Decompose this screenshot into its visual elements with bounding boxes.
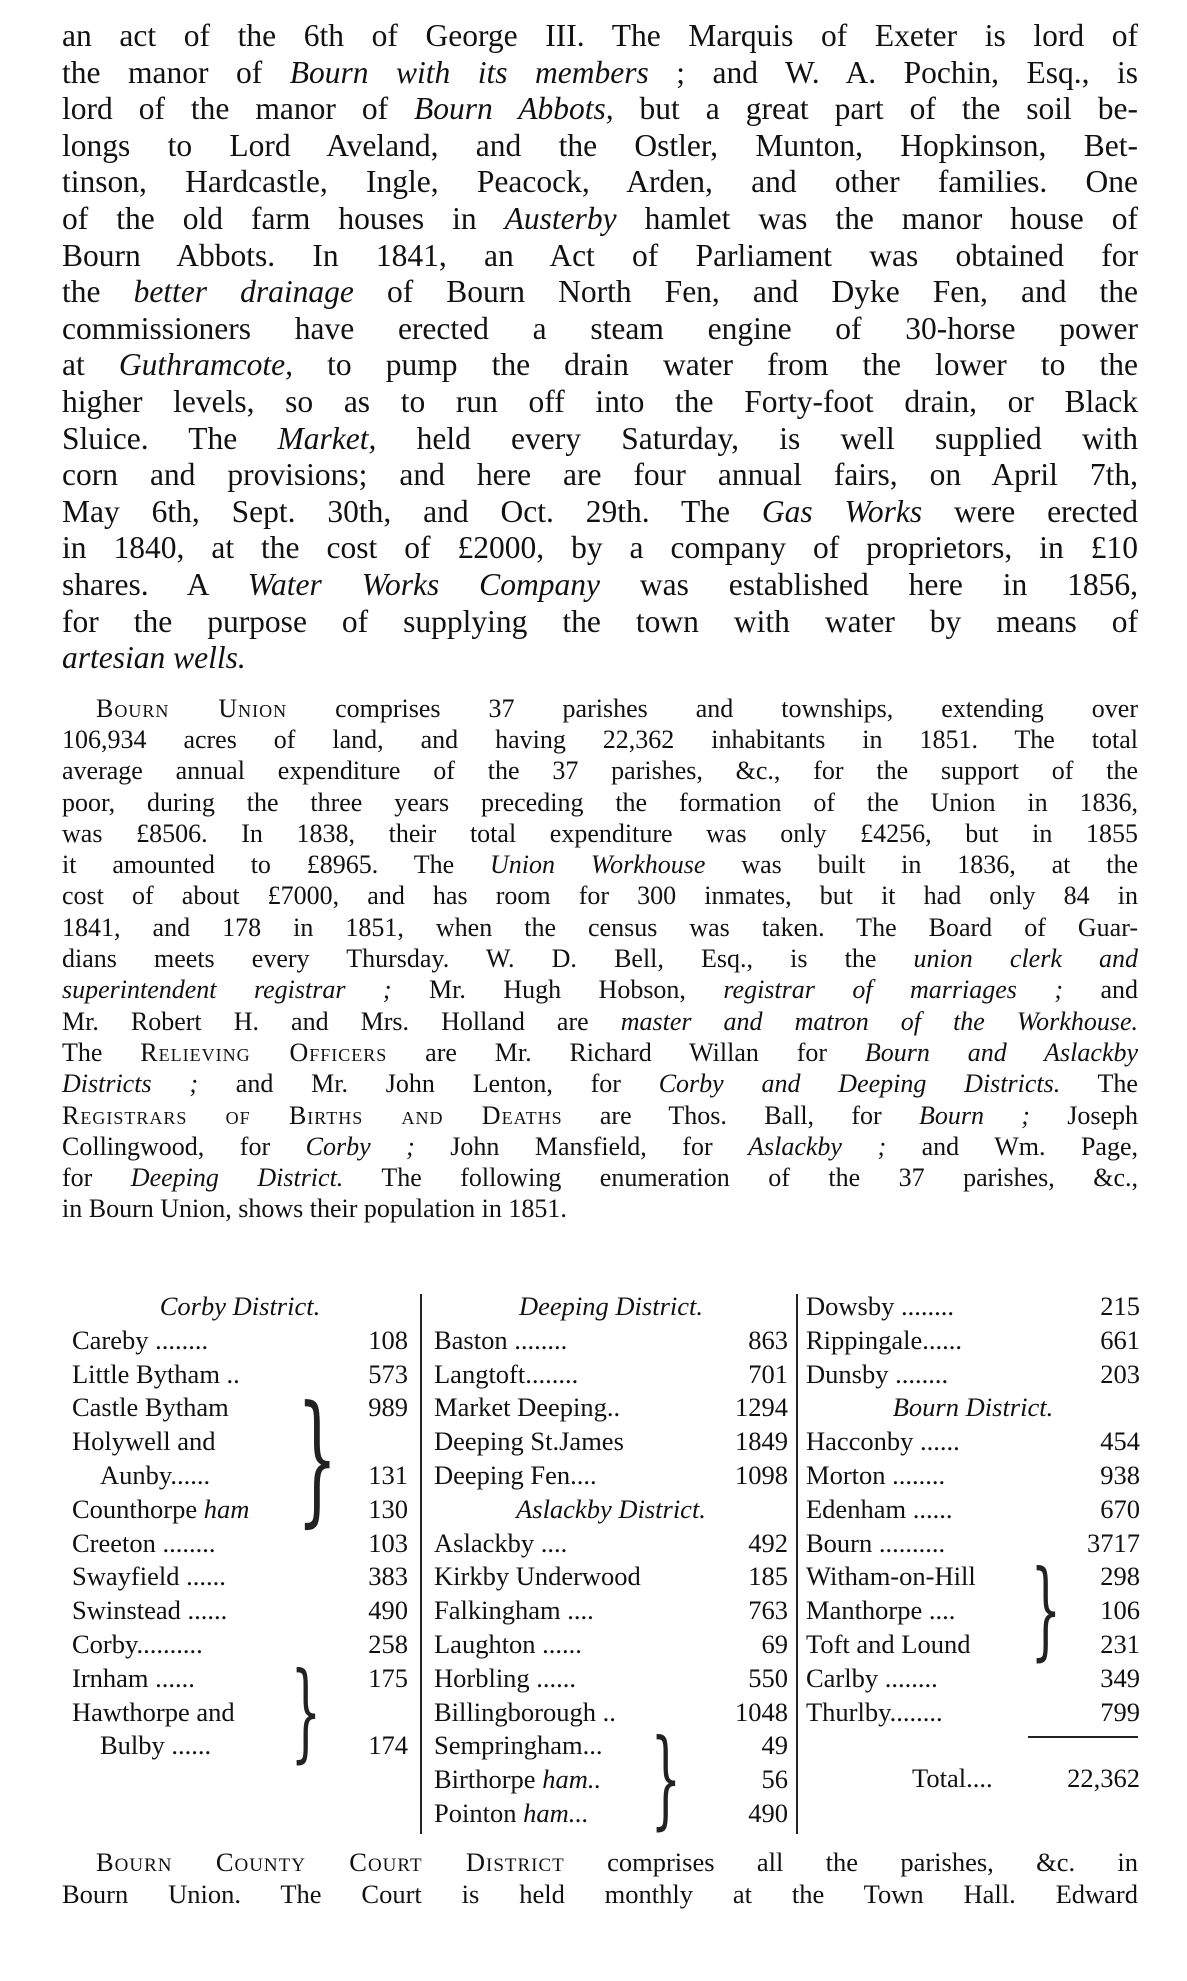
table-row [434,1763,788,1797]
text-run: comprises all the parishes, &c. in [564,1847,1138,1877]
table-row [806,1628,1140,1662]
text-run: and [1063,975,1139,1005]
district-heading: Deeping District. [519,1291,703,1321]
total-row [862,1762,1140,1796]
parish-name: Creeton ........ [72,1527,216,1558]
italic-run: Aslackby ; [748,1131,887,1161]
text-run: poor, during the three years preceding the formation of the Union in 1836, [62,787,1138,817]
small-caps-run: Bourn County Court District [96,1847,565,1877]
parish-name: Swayfield ...... [72,1561,226,1592]
parish-name: Careby ........ [72,1324,209,1355]
parish-name: Falkingham .... [434,1595,594,1626]
italic-run: master and matron of the Workhouse. [620,1006,1138,1036]
text-line [62,912,1138,943]
parish-name: Toft and Lound [806,1628,971,1659]
parish-name: Manthorpe .... [806,1595,956,1626]
population-value: 763 [748,1595,788,1626]
parish-name: Corby.......... [72,1628,203,1659]
italic-run: Gas Works [761,493,923,529]
table-row [434,1527,788,1561]
population-value: 1294 [735,1392,788,1423]
italic-run: Market, [277,420,377,456]
table-row [806,1324,1140,1358]
small-caps-run: Registrars of Births and Deaths [62,1100,563,1130]
text-run: The [62,1037,141,1067]
text-run: for the purpose of supplying the town with water by means of [62,603,1138,639]
text-run: were erected [922,493,1138,529]
table-column-deeping-aslackby [434,1290,788,1842]
population-value: 185 [748,1561,788,1592]
text-run: to pump the drain water from the lower to the [292,347,1138,383]
table-row [72,1696,408,1730]
text-run: May 6th, Sept. 30th, and Oct. 29th. The [62,493,762,529]
table-row [806,1459,1140,1493]
table-row [806,1560,1140,1594]
text-line [62,1037,1138,1068]
grouping-brace: } [650,1717,682,1842]
table-row [72,1493,408,1527]
parish-name: Counthorpe ham [72,1493,250,1524]
parish-name: Morton ........ [806,1459,946,1490]
text-line [62,128,1138,165]
text-line [62,1006,1138,1037]
text-run: Bourn Union. The Court is held monthly at the Town Hall. Edward [62,1879,1138,1909]
text-run: shares. A [62,566,248,602]
parish-name: Hawthorpe and [72,1696,235,1727]
italic-run: registrar of marriages ; [723,975,1064,1005]
table-row [72,1527,408,1561]
district-heading: Corby District. [159,1291,321,1321]
population-value: 799 [1100,1696,1140,1727]
text-line [62,1162,1138,1193]
population-value: 69 [761,1628,788,1659]
table-row [806,1662,1140,1696]
population-value: 258 [368,1628,408,1659]
parish-name: Laughton ...... [434,1628,582,1659]
grouping-brace: } [296,1376,338,1542]
table-row [72,1628,408,1662]
text-run: comprises 37 parishes and townships, extending over [287,693,1138,723]
population-value: 1849 [735,1426,788,1457]
table-row [72,1594,408,1628]
text-run: longs to Lord Aveland, and the Ostler, Munton, Hopkinson, Bet- [62,127,1138,163]
table-row [72,1425,408,1459]
population-value: 383 [368,1561,408,1592]
parish-name: Aslackby .... [434,1527,568,1558]
population-value: 454 [1100,1426,1140,1457]
text-run: Collingwood, for [62,1131,306,1161]
text-run: hamlet was the manor house of [616,200,1139,236]
parish-name: Deeping St.James [434,1426,624,1457]
total-value: 22,362 [1067,1763,1140,1793]
text-line [62,55,1138,92]
population-value: 490 [748,1797,788,1828]
table-row [434,1696,788,1730]
population-value: 349 [1100,1662,1140,1693]
italic-run: Bourn ; [918,1100,1030,1130]
text-run: the [62,274,134,310]
population-value: 863 [748,1324,788,1355]
text-run: at [62,347,119,383]
population-value: 215 [1100,1291,1140,1321]
population-value: 701 [748,1358,788,1389]
text-line [62,974,1138,1005]
text-run: dians meets every Thursday. W. D. Bell, Esq., is the [62,944,914,974]
population-value: 175 [368,1662,408,1693]
italic-run: Water Works Company [247,566,600,602]
table-column-bourn [806,1290,1140,1729]
table-row [72,1358,408,1392]
table-row [72,1729,408,1763]
text-line [62,755,1138,786]
table-row [434,1358,788,1392]
table-row [434,1628,788,1662]
text-run: it amounted to £8965. The [62,850,490,880]
text-run: cost of about £7000, and has room for 300 inmates, but it had only 84 in [62,881,1138,911]
text-line [62,943,1138,974]
table-row [806,1493,1140,1527]
population-value: 490 [368,1595,408,1626]
table-row [72,1560,408,1594]
text-line [62,421,1138,458]
text-line [62,787,1138,818]
population-value: 103 [368,1527,408,1558]
italic-run: Bourn with its members [289,54,649,90]
text-line [62,311,1138,348]
parish-name: Horbling ...... [434,1662,577,1693]
text-line [62,640,1138,677]
parish-name: Little Bytham .. [72,1358,240,1389]
text-run: in Bourn Union, shows their population in 1851. [62,1194,567,1224]
population-table [62,1290,1140,1842]
parish-name: Irnham ...... [72,1662,195,1693]
text-run: are Mr. Richard Willan for [387,1037,865,1067]
table-row [806,1290,1140,1324]
italic-run: Bourn and Aslackby [864,1037,1139,1067]
table-row [72,1391,408,1425]
text-line [62,91,1138,128]
text-run: and Wm. Page, [886,1131,1138,1161]
population-value: 492 [748,1527,788,1558]
text-line [62,567,1138,604]
column-divider [796,1294,798,1834]
italic-run: Districts ; [62,1069,199,1099]
district-heading: Aslackby District. [516,1493,706,1524]
table-row [806,1594,1140,1628]
text-run: corn and provisions; and here are four annual fairs, on April 7th, [62,457,1138,493]
parish-name: Carlby ........ [806,1662,938,1693]
italic-run: superintendent registrar ; [62,975,392,1005]
table-row [434,1662,788,1696]
population-value: 49 [761,1730,788,1761]
text-run: was established here in 1856, [599,566,1138,602]
population-value: 938 [1100,1459,1140,1490]
text-run: an act of the 6th of George III. The Marquis of Exeter is lord of [62,18,1138,53]
population-value: 56 [761,1764,788,1795]
text-line [62,1878,1138,1910]
population-value: 550 [748,1662,788,1693]
small-caps-run: Bourn Union [96,693,288,723]
population-value: 989 [368,1392,408,1423]
table-row [806,1527,1140,1561]
table-row [434,1594,788,1628]
population-value: 1048 [735,1696,788,1727]
italic-run: better drainage [133,274,354,310]
population-value: 298 [1100,1561,1140,1592]
parish-name: Bourn .......... [806,1527,946,1558]
text-line [62,201,1138,238]
text-line [62,384,1138,421]
paragraph-county-court [62,1846,1138,1910]
parish-name: Pointon ham... [434,1797,589,1828]
text-line [62,164,1138,201]
italic-run: Deeping District. [130,1163,344,1193]
table-row [434,1729,788,1763]
population-value: 3717 [1087,1527,1140,1558]
text-line [62,494,1138,531]
text-run: higher levels, so as to run off into the Forty-foot drain, or Black [62,383,1138,419]
parish-name: Birthorpe ham.. [434,1764,602,1795]
text-line [62,1193,1138,1224]
table-row [72,1662,408,1696]
total-label: Total.... [912,1763,993,1793]
text-line [62,604,1138,641]
table-row [434,1391,788,1425]
parish-name: Deeping Fen.... [434,1459,597,1490]
parish-name: Witham-on-Hill [806,1561,976,1592]
italic-run: union clerk and [913,944,1139,974]
column-divider [420,1294,422,1834]
text-line [62,347,1138,384]
text-run: Mr. Hugh Hobson, [391,975,724,1005]
population-value: 231 [1100,1628,1140,1659]
population-value: 661 [1100,1324,1140,1355]
parish-name: Edenham ...... [806,1493,953,1524]
text-run: of the old farm houses in [62,200,505,236]
text-run: of Bourn North Fen, and Dyke Fen, and the [353,274,1139,310]
table-row [72,1324,408,1358]
italic-run: artesian wells. [62,640,246,676]
text-line [62,1846,1138,1878]
population-value: 130 [368,1493,408,1524]
paragraph-bourn-history [62,18,1138,677]
italic-run: Union Workhouse [489,850,706,880]
table-row [434,1425,788,1459]
parish-name: Aunby...... [100,1459,211,1490]
text-run: John Mansfield, for [414,1131,749,1161]
text-line [62,693,1138,724]
text-run: tinson, Hardcastle, Ingle, Peacock, Arden, and other families. One [62,164,1138,200]
text-run: the manor of [62,54,290,90]
grouping-brace: } [1030,1548,1062,1673]
table-row [434,1560,788,1594]
italic-run: Corby ; [305,1131,415,1161]
table-row [806,1696,1140,1730]
text-line [62,1068,1138,1099]
text-run: The following enumeration of the 37 parishes, &c., [343,1163,1139,1193]
parish-name: Dowsby ........ [806,1291,954,1321]
population-value: 1098 [735,1459,788,1490]
small-caps-run: Relieving Officers [140,1037,388,1067]
italic-run: Bourn Abbots, [414,91,614,127]
page [62,18,1140,1909]
text-line [62,880,1138,911]
text-run: in 1840, at the cost of £2000, by a company of proprietors, in £10 [62,530,1138,566]
table-row [434,1797,788,1831]
text-run: Mr. Robert H. and Mrs. Holland are [62,1006,621,1036]
population-value: 108 [368,1324,408,1355]
text-line [62,530,1138,567]
text-line [62,238,1138,275]
text-line [62,818,1138,849]
text-run: but a great part of the soil be- [613,91,1138,127]
text-run: Bourn Abbots. In 1841, an Act of Parliament was obtained for [62,237,1138,273]
text-run: average annual expenditure of the 37 parishes, &c., for the support of the [62,756,1138,786]
table-column-corby [72,1290,408,1774]
table-row [72,1459,408,1493]
parish-name: Bulby ...... [100,1730,212,1761]
text-run: was built in 1836, at the [705,850,1139,880]
text-run: 1841, and 178 in 1851, when the census was taken. The Board of Guar- [62,912,1138,942]
parish-name: Swinstead ...... [72,1595,228,1626]
italic-run: Guthramcote, [118,347,293,383]
italic-run: Austerby [504,200,617,236]
parish-name: Billingborough .. [434,1696,616,1727]
parish-name: Market Deeping.. [434,1392,621,1423]
text-line [62,457,1138,494]
table-row [806,1425,1140,1459]
parish-name: Holywell and [72,1426,216,1457]
parish-name: Rippingale...... [806,1324,963,1355]
paragraph-bourn-union [62,693,1138,1225]
text-line [62,1100,1138,1131]
text-line [62,18,1138,55]
table-row [434,1459,788,1493]
parish-name: Kirkby Underwood [434,1561,641,1592]
text-line [62,849,1138,880]
italic-run: Corby and Deeping Districts. [658,1069,1061,1099]
text-run: held every Saturday, is well supplied with [376,420,1138,456]
text-run: Sluice. The [62,420,278,456]
total-rule [1028,1736,1138,1738]
parish-name: Dunsby ........ [806,1358,949,1389]
parish-name: Thurlby........ [806,1696,943,1727]
text-run: The [1060,1069,1138,1099]
district-heading: Bourn District. [892,1392,1054,1423]
text-line [62,724,1138,755]
population-value: 106 [1100,1595,1140,1626]
text-line [62,1131,1138,1162]
grouping-brace: } [290,1649,322,1774]
text-run: lord of the manor of [62,91,415,127]
text-run: and Mr. John Lenton, for [198,1069,659,1099]
text-run: are Thos. Ball, for [562,1100,919,1130]
population-value: 573 [368,1358,408,1389]
text-line [62,274,1138,311]
table-row [806,1358,1140,1392]
table-row [434,1324,788,1358]
text-run: 106,934 acres of land, and having 22,362 inhabitants in 1851. The total [62,724,1138,754]
population-value: 174 [368,1730,408,1761]
population-value: 670 [1100,1493,1140,1524]
parish-name: Castle Bytham [72,1392,229,1423]
parish-name: Hacconby ...... [806,1426,960,1457]
text-run: commissioners have erected a steam engine of 30-horse power [62,310,1138,346]
text-run: was £8506. In 1838, their total expenditure was only £4256, but in 1855 [62,818,1138,848]
text-run: Joseph [1029,1100,1138,1130]
population-value: 203 [1100,1358,1140,1389]
text-run: ; and W. A. Pochin, Esq., is [648,54,1138,90]
parish-name: Sempringham... [434,1730,603,1761]
parish-name: Baston ........ [434,1324,568,1355]
text-run: for [62,1163,131,1193]
parish-name: Langtoft........ [434,1358,579,1389]
population-value: 131 [368,1459,408,1490]
